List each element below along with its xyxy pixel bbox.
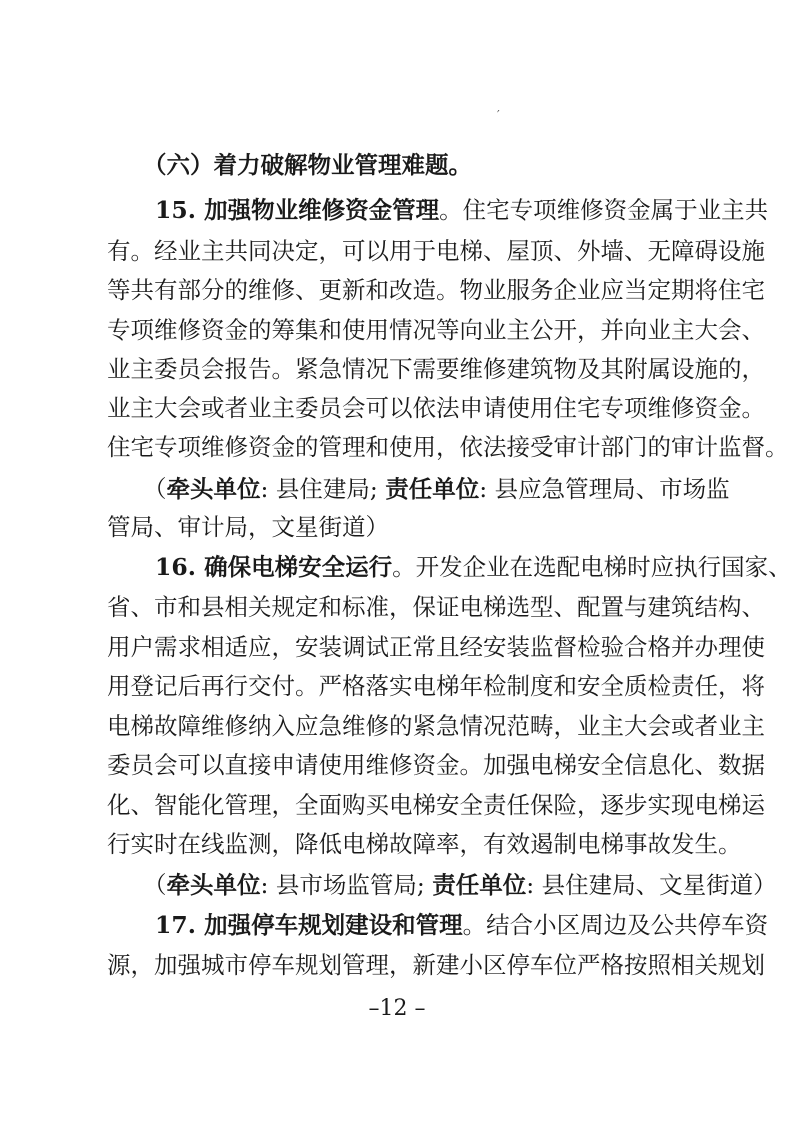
- paragraph-line: 专项维修资金的筹集和使用情况等向业主公开，并向业主大会、: [107, 316, 765, 344]
- paragraph-line: 电梯故障维修纳入应急维修的紧急情况范畴，业主大会或者业主: [107, 712, 765, 740]
- paragraph-line: 住宅专项维修资金的管理和使用，依法接受审计部门的审计监督。: [107, 433, 789, 461]
- item-title: 15. 加强物业维修资金管理: [155, 196, 440, 224]
- paragraph-line: 化、智能化管理，全面购买电梯安全责任保险，逐步实现电梯运: [107, 791, 765, 819]
- paragraph-line: 源，加强城市停车规划管理，新建小区停车位严格按照相关规划: [107, 951, 765, 979]
- paragraph-line: 有。经业主共同决定，可以用于电梯、屋顶、外墙、无障碍设施: [107, 237, 765, 265]
- section-heading: （六）着力破解物业管理难题。: [143, 151, 472, 179]
- paragraph-line: 15. 加强物业维修资金管理。住宅专项维修资金属于业主共: [155, 196, 769, 224]
- item-title: 17. 加强停车规划建设和管理: [155, 911, 463, 939]
- paragraph-line: 17. 加强停车规划建设和管理。结合小区周边及公共停车资: [155, 911, 769, 939]
- paragraph-line: 等共有部分的维修、更新和改造。物业服务企业应当定期将住宅: [107, 276, 765, 304]
- paragraph-line: 用登记后再行交付。严格落实电梯年检制度和安全质检责任，将: [107, 672, 765, 700]
- item-title: 16. 确保电梯安全运行: [155, 553, 393, 581]
- paragraph-line: 委员会可以直接申请使用维修资金。加强电梯安全信息化、数据: [107, 751, 765, 779]
- page-number: –12 –: [368, 996, 426, 1021]
- paragraph-line: 16. 确保电梯安全运行。开发企业在选配电梯时应执行国家、: [155, 553, 792, 581]
- responsibility-line: （牵头单位: 县市场监管局; 责任单位: 县住建局、文星街道）: [143, 871, 777, 899]
- responsibility-line: （牵头单位: 县住建局; 责任单位: 县应急管理局、市场监: [143, 475, 730, 503]
- corner-mark: ′: [497, 108, 500, 122]
- paragraph-line: 省、市和县相关规定和标准，保证电梯选型、配置与建筑结构、: [107, 593, 765, 621]
- paragraph-line: 用户需求相适应，安装调试正常且经安装监督检验合格并办理使: [107, 633, 765, 661]
- paragraph-line: 业主委员会报告。紧急情况下需要维修建筑物及其附属设施的，: [107, 355, 765, 383]
- paragraph-line: 业主大会或者业主委员会可以依法申请使用住宅专项维修资金。: [107, 394, 765, 422]
- paragraph-line: 行实时在线监测，降低电梯故障率，有效遏制电梯事故发生。: [107, 830, 742, 858]
- responsibility-line: 管局、审计局，文星街道）: [107, 513, 389, 541]
